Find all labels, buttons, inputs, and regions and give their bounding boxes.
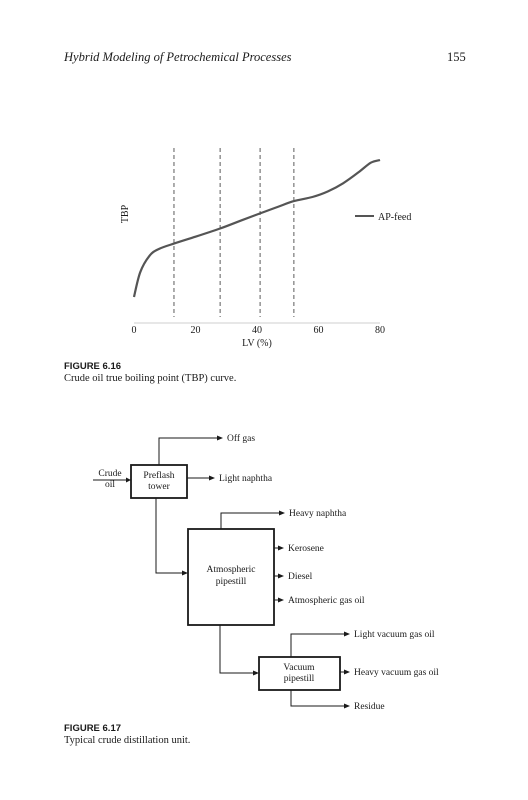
vertical-dashed-lines: [174, 148, 294, 317]
light-vacuum-gas-oil-label: Light vacuum gas oil: [354, 630, 435, 640]
x-tick-label: 60: [313, 325, 324, 336]
page-number: 155: [447, 50, 466, 64]
off-gas-label: Off gas: [227, 434, 256, 444]
kerosene-arrowhead: [278, 546, 284, 551]
x-tick-label: 40: [252, 325, 262, 336]
x-tick-label: 80: [375, 325, 385, 336]
preflash-label-line2: tower: [148, 482, 170, 492]
preflash-to-atmospheric-line: [156, 498, 183, 573]
x-tick-label: 20: [190, 325, 201, 336]
diagram-labels: [98, 433, 439, 712]
x-axis-label: LV (%): [242, 338, 272, 349]
residue-label: Residue: [354, 702, 385, 712]
figure-6-16-label: FIGURE 6.16: [64, 361, 122, 372]
x-tick-label: 0: [131, 325, 137, 336]
light-vacuum-gas-oil-arrowhead: [344, 632, 350, 637]
atmospheric-gas-oil-arrowhead: [278, 598, 284, 603]
running-title: Hybrid Modeling of Petrochemical Processes: [64, 50, 292, 64]
atmospheric-label-line2: pipestill: [215, 577, 247, 587]
x-tick-labels: [132, 325, 386, 336]
vacuum-label-line2: pipestill: [283, 674, 315, 684]
series-line-ap-feed: [134, 160, 380, 297]
figure-6-17-label: FIGURE 6.17: [64, 723, 122, 734]
diesel-label: Diesel: [288, 572, 313, 582]
residue-arrowhead: [344, 704, 350, 709]
light-naphtha-arrowhead: [209, 476, 215, 481]
off-gas-arrowhead: [217, 436, 223, 441]
heavy-naphtha-line: [221, 513, 280, 529]
residue-line: [291, 690, 345, 706]
heavy-naphtha-arrowhead: [279, 511, 285, 516]
off-gas-line: [159, 438, 218, 465]
y-axis-label: TBP: [120, 204, 131, 224]
kerosene-label: Kerosene: [288, 544, 324, 554]
legend-label-ap-feed: AP-feed: [378, 212, 412, 223]
figure-6-17-caption: Typical crude distillation unit.: [64, 735, 191, 746]
atmospheric-gas-oil-label: Atmospheric gas oil: [288, 596, 365, 606]
heavy-vacuum-gas-oil-arrowhead: [344, 670, 350, 675]
atmospheric-label-line1: Atmospheric: [206, 565, 256, 575]
heavy-naphtha-label: Heavy naphtha: [289, 509, 347, 519]
vacuum-label-line1: Vacuum: [283, 663, 315, 673]
diesel-arrowhead: [278, 574, 284, 579]
crude-label-line1: Crude: [98, 469, 122, 479]
crude-label-line2: oil: [104, 480, 116, 490]
light-naphtha-label: Light naphtha: [219, 474, 273, 484]
heavy-vacuum-gas-oil-label: Heavy vacuum gas oil: [354, 668, 439, 678]
light-vacuum-gas-oil-line: [291, 634, 345, 657]
figure-6-16-caption: Crude oil true boiling point (TBP) curve.: [64, 373, 237, 384]
atmospheric-to-vacuum-line: [220, 625, 254, 673]
tbp-chart-plot: [120, 148, 411, 349]
preflash-label-line1: Preflash: [143, 471, 175, 481]
